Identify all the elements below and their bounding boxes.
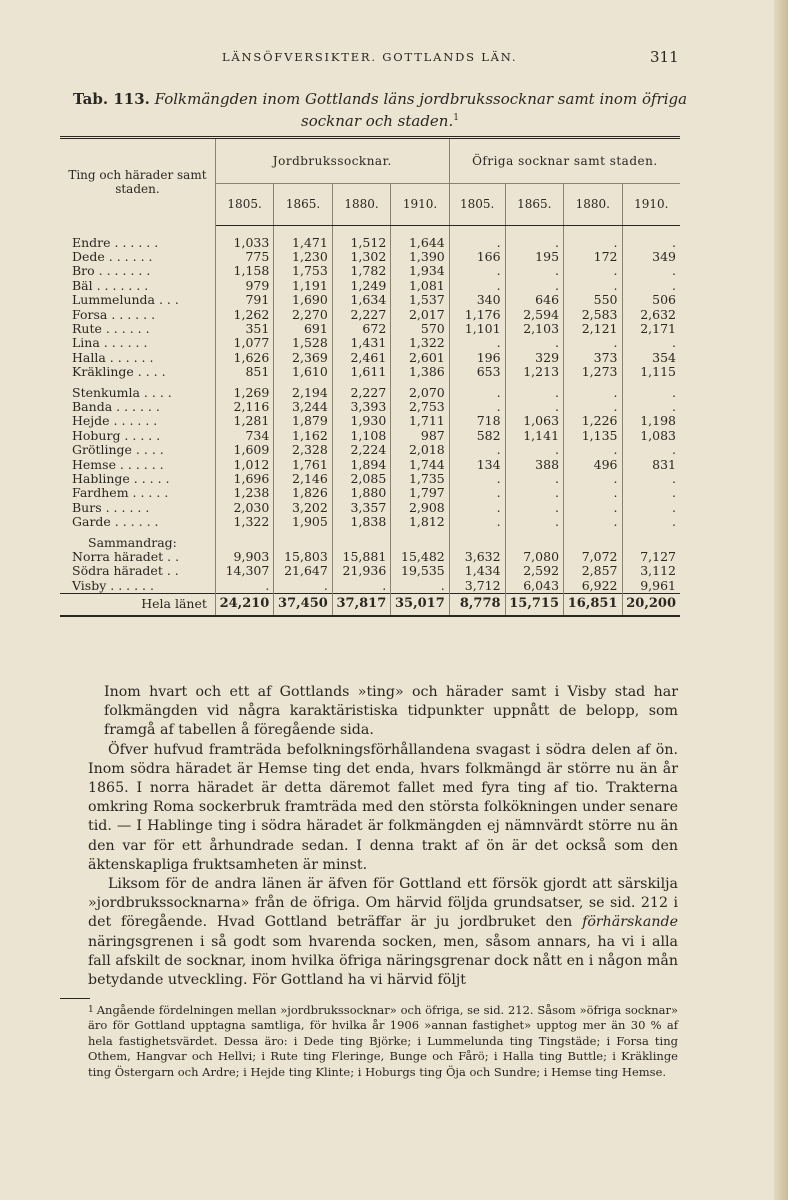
table-cell: 2,017	[391, 308, 449, 322]
summary-heading-row	[60, 536, 680, 550]
table-cell: 134	[449, 458, 505, 472]
table-cell: 2,461	[332, 351, 390, 365]
body-text-span: näringsgrenen i så godt som hvarenda socken, men, såsom annars, ha vi i alla fall afskilt de socknar, inom hvilka öfriga näringsgrenar dock nått en i någon mån betydande utveckling. För Gottland ha vi härvid följt	[88, 933, 678, 989]
table-cell: .	[672, 277, 676, 293]
table-row	[60, 429, 680, 443]
population-table	[60, 136, 680, 617]
table-cell: 831	[652, 456, 676, 472]
table-row	[60, 386, 680, 400]
table-cell: .	[564, 515, 622, 529]
table-cell: 2,270	[274, 308, 332, 322]
table-cell: .	[564, 264, 622, 278]
table-cell: .	[505, 264, 563, 278]
table-cell: .	[672, 471, 676, 486]
table-cell: 1,930	[332, 414, 390, 428]
table-cell: 1,838	[332, 515, 390, 529]
table-cell: 14,307	[215, 564, 273, 578]
empty-cell	[564, 536, 622, 550]
table-cell: 1,696	[215, 472, 273, 486]
table-cell: .	[449, 472, 505, 486]
summary-row	[60, 579, 680, 594]
table-cell: .	[505, 515, 563, 529]
table-cell: .	[505, 486, 563, 500]
table-cell: 1,273	[564, 365, 622, 379]
table-cell: .	[449, 501, 505, 515]
table-caption: Folkmängden inom Gottlands läns jordbrukssocknar samt inom öfriga socknar och staden.	[154, 90, 688, 130]
table-cell: 1,322	[391, 336, 449, 350]
table-cell: 354	[652, 349, 676, 365]
table-cell: 1,390	[391, 250, 449, 264]
table-cell: 1,644	[391, 236, 449, 250]
table-cell: 2,070	[391, 386, 449, 400]
table-cell: 1,711	[391, 414, 449, 428]
row-label: Fardhem . . . . .	[60, 486, 215, 500]
table-cell: .	[564, 486, 622, 500]
table-cell: 2,369	[274, 351, 332, 365]
row-label: Bäl . . . . . . .	[60, 279, 215, 293]
table-cell: 172	[564, 250, 622, 264]
table-cell: 1,894	[332, 458, 390, 472]
table-cell: 1,322	[215, 515, 273, 529]
table-cell: .	[505, 279, 563, 293]
total-cell: 24,210	[215, 594, 273, 616]
table-cell: 1,162	[274, 429, 332, 443]
table-cell: 1,115	[640, 364, 676, 380]
table-cell: .	[564, 400, 622, 414]
table-row	[60, 279, 680, 293]
table-cell: 1,797	[391, 486, 449, 500]
total-cell: 16,851	[564, 594, 622, 616]
table-cell: .	[672, 384, 676, 400]
table-cell: .	[564, 336, 622, 350]
row-label: Bro . . . . . . .	[60, 264, 215, 278]
table-cell: 1,262	[215, 308, 273, 322]
row-header: Ting och härader samt staden.	[60, 138, 215, 226]
table-cell: 2,194	[274, 386, 332, 400]
table-cell: 2,583	[564, 308, 622, 322]
running-head	[0, 50, 788, 70]
footnote	[88, 1003, 678, 1080]
table-cell: .	[332, 579, 390, 594]
row-label: Lina . . . . . .	[60, 336, 215, 350]
table-cell: 851	[215, 365, 273, 379]
table-cell: 3,357	[332, 501, 390, 515]
table-cell: 1,826	[274, 486, 332, 500]
summary-row	[60, 550, 680, 564]
table-cell: 1,033	[215, 236, 273, 250]
table-row	[60, 400, 680, 414]
table-cell: .	[672, 442, 676, 458]
total-cell: 35,017	[391, 594, 449, 616]
table-cell: 15,803	[274, 550, 332, 564]
row-label: Grötlinge . . . .	[60, 443, 215, 457]
empty-cell	[391, 536, 449, 550]
table-cell: 506	[652, 292, 676, 308]
table-cell: .	[564, 386, 622, 400]
year-header: 1865.	[505, 184, 563, 225]
row-label: Visby . . . . . .	[60, 579, 215, 594]
table-cell: 1,537	[391, 293, 449, 307]
table-cell: 2,594	[505, 308, 563, 322]
table-cell: 570	[391, 322, 449, 336]
row-label: Hemse . . . . . .	[60, 458, 215, 472]
table-cell: 19,535	[391, 564, 449, 578]
empty-cell	[449, 536, 505, 550]
empty-cell	[622, 536, 680, 550]
table-cell: 1,528	[274, 336, 332, 350]
table-row	[60, 472, 680, 486]
table-cell: 9,903	[215, 550, 273, 564]
table-cell: .	[672, 485, 676, 501]
table-cell: .	[449, 486, 505, 500]
table-cell: .	[672, 234, 676, 250]
table-cell: 2,592	[505, 564, 563, 578]
table-cell: 1,302	[332, 250, 390, 264]
table-cell: .	[672, 398, 676, 414]
body-text	[88, 683, 678, 990]
table-cell: 2,227	[332, 386, 390, 400]
table-cell: 6,043	[505, 579, 563, 594]
table-cell: .	[449, 336, 505, 350]
table-cell: 21,936	[332, 564, 390, 578]
table-cell: 791	[215, 293, 273, 307]
table-cell: 1,198	[640, 413, 676, 429]
table-cell: 1,782	[332, 264, 390, 278]
table-cell: 2,103	[505, 322, 563, 336]
table-cell: 15,881	[332, 550, 390, 564]
table-cell: 7,080	[505, 550, 563, 564]
body-paragraph: Inom hvart och ett af Gottlands »ting» och härader samt i Visby stad har folkmängden vid några karaktäristiska tidpunkter uppnått de belopp, som framgå af tabellen å föregående sida.	[104, 684, 678, 739]
table-cell: 1,611	[332, 365, 390, 379]
body-text-span: Liksom för de andra länen är äfven för Gottland ett försök gjordt att särskilja »jordbrukssocknarna» från de öfriga. Om härvid följda grundsatser, se sid. 212 i det föregående. Hvad Gottland beträffar är ju jordbruket den	[88, 876, 678, 931]
table-cell: .	[564, 501, 622, 515]
year-header: 1805.	[449, 184, 505, 225]
table-cell: .	[672, 335, 676, 351]
table-cell: 1,269	[215, 386, 273, 400]
table-cell: 1,434	[449, 564, 505, 578]
table-cell: 9,961	[640, 577, 676, 593]
group-header-ofriga: Öfriga socknar samt staden.	[449, 138, 680, 184]
table-cell: 1,249	[332, 279, 390, 293]
table-cell: 1,880	[332, 486, 390, 500]
year-header: 1880.	[564, 184, 622, 225]
table-cell: 2,030	[215, 501, 273, 515]
table-cell: 195	[505, 250, 563, 264]
table-cell: .	[391, 579, 449, 594]
row-label: Hablinge . . . . .	[60, 472, 215, 486]
table-cell: 1,512	[332, 236, 390, 250]
table-cell: .	[449, 236, 505, 250]
table-cell: 7,072	[564, 550, 622, 564]
table-row	[60, 308, 680, 322]
table-cell: 6,922	[564, 579, 622, 594]
table-cell: .	[449, 400, 505, 414]
table-cell: 1,176	[449, 308, 505, 322]
table-cell: 496	[564, 458, 622, 472]
table-cell: .	[672, 263, 676, 279]
page-edge	[774, 0, 788, 1200]
year-header: 1805.	[215, 184, 273, 225]
row-label: Lummelunda . . .	[60, 293, 215, 307]
table-cell: 987	[391, 429, 449, 443]
table-cell: 2,601	[391, 351, 449, 365]
table-cell: 1,609	[215, 443, 273, 457]
table-cell: 340	[449, 293, 505, 307]
row-label: Halla . . . . . .	[60, 351, 215, 365]
total-cell: 37,450	[274, 594, 332, 616]
table-row	[60, 322, 680, 336]
table-cell: 196	[449, 351, 505, 365]
table-cell: 1,934	[391, 264, 449, 278]
row-label: Dede . . . . . .	[60, 250, 215, 264]
table-cell: 349	[652, 248, 676, 264]
table-row	[60, 250, 680, 264]
table-cell: .	[505, 400, 563, 414]
row-label: Burs . . . . . .	[60, 501, 215, 515]
table-cell: 1,735	[391, 472, 449, 486]
spacer-cell	[215, 225, 273, 236]
table-cell: 2,116	[215, 400, 273, 414]
row-label: Hoburg . . . . .	[60, 429, 215, 443]
table-cell: 1,634	[332, 293, 390, 307]
year-header: 1865.	[274, 184, 332, 225]
table-cell: 1,431	[332, 336, 390, 350]
table-cell: 1,226	[564, 414, 622, 428]
table-cell: .	[564, 279, 622, 293]
empty-cell	[332, 536, 390, 550]
table-cell: .	[505, 472, 563, 486]
table-cell: 1,610	[274, 365, 332, 379]
table-cell: 582	[449, 429, 505, 443]
table-cell: 979	[215, 279, 273, 293]
table-cell: .	[505, 336, 563, 350]
table-cell: 2,227	[332, 308, 390, 322]
table-cell: 2,121	[564, 322, 622, 336]
table-row	[60, 458, 680, 472]
table-cell: 1,905	[274, 515, 332, 529]
table-cell: 1,213	[505, 365, 563, 379]
table-label: Tab. 113.	[72, 90, 150, 108]
row-label: Forsa . . . . . .	[60, 308, 215, 322]
running-head-title: LÄNSÖFVERSIKTER. GOTTLANDS LÄN.	[222, 50, 518, 64]
table-row	[60, 501, 680, 515]
table-row	[60, 443, 680, 457]
table-row	[60, 486, 680, 500]
table-cell: 2,085	[332, 472, 390, 486]
table-cell: .	[564, 443, 622, 457]
table-cell: 21,647	[274, 564, 332, 578]
table-cell: 734	[215, 429, 273, 443]
table-cell: 1,386	[391, 365, 449, 379]
table-cell: 2,632	[640, 306, 676, 322]
table-row	[60, 293, 680, 307]
table-cell: .	[449, 443, 505, 457]
table-cell: 2,753	[391, 400, 449, 414]
table-cell: .	[505, 236, 563, 250]
row-label: Endre . . . . . .	[60, 236, 215, 250]
table-cell: 691	[274, 322, 332, 336]
table-cell: 3,202	[274, 501, 332, 515]
table-cell: 1,230	[274, 250, 332, 264]
total-cell: 20,200	[622, 594, 680, 616]
table-cell: 15,482	[391, 550, 449, 564]
table-cell: .	[505, 443, 563, 457]
empty-cell	[274, 536, 332, 550]
table-cell: 1,158	[215, 264, 273, 278]
summary-row	[60, 564, 680, 578]
summary-heading: Sammandrag:	[60, 536, 215, 550]
table-cell: 1,081	[391, 279, 449, 293]
table-cell: 1,238	[215, 486, 273, 500]
table-cell: .	[505, 501, 563, 515]
spacer-cell	[449, 225, 505, 236]
table-cell: 1,812	[391, 515, 449, 529]
total-row	[60, 594, 680, 616]
table-cell: 1,690	[274, 293, 332, 307]
table-cell: 1,083	[640, 427, 676, 443]
table-cell: 550	[564, 293, 622, 307]
footnote-text: Angående fördelningen mellan »jordbrukssocknar» och öfriga, se sid. 212. Såsom »öfriga socknar» äro för Gottland upptagna samtliga, för hvilka år 1906 »annan fastighet» upptog mer än 30 % af hela fastighetsvärdet. Dessa äro: i Dede ting Björke; i Lummelunda ting Tingstäde; i Forsa ting Othem, Hangvar och Hellvi; i Rute ting Fleringe, Bunge och Fårö; i Halla ting Buttle; i Kräklinge ting Östergarn och Ardre; i Hejde ting Klinte; i Hoburgs ting Öja och Sundre; i Hemse ting Hemse.	[88, 1003, 678, 1079]
row-label: Södra häradet . .	[60, 564, 215, 578]
row-label: Hejde . . . . . .	[60, 414, 215, 428]
row-label: Garde . . . . . .	[60, 515, 215, 529]
spacer-cell	[332, 225, 390, 236]
table-cell: 1,141	[505, 429, 563, 443]
table-row	[60, 236, 680, 250]
spacer-cell	[274, 225, 332, 236]
table-row	[60, 365, 680, 379]
group-header-jordbruk: Jordbrukssocknar.	[215, 138, 449, 184]
year-header: 1910.	[391, 184, 449, 225]
table-cell: .	[564, 472, 622, 486]
footnote-rule	[60, 998, 90, 999]
table-cell: 329	[505, 351, 563, 365]
row-label: Banda . . . . . .	[60, 400, 215, 414]
table-cell: 1,191	[274, 279, 332, 293]
table-cell: 1,626	[215, 351, 273, 365]
table-cell: 373	[564, 351, 622, 365]
table-cell: 1,012	[215, 458, 273, 472]
spacer-cell	[60, 225, 215, 236]
table-cell: 3,112	[640, 563, 676, 579]
empty-cell	[505, 536, 563, 550]
table-row	[60, 351, 680, 365]
spacer-cell	[505, 225, 563, 236]
table-cell: 1,108	[332, 429, 390, 443]
table-cell: 1,879	[274, 414, 332, 428]
table-cell: 351	[215, 322, 273, 336]
footnote-mark: 1	[88, 1005, 94, 1015]
emphasis: förhärskande	[582, 914, 678, 931]
row-label: Stenkumla . . . .	[60, 386, 215, 400]
table-cell: .	[449, 386, 505, 400]
table-cell: 1,135	[564, 429, 622, 443]
table-cell: 3,632	[449, 550, 505, 564]
row-label: Kräklinge . . . .	[60, 365, 215, 379]
year-header: 1910.	[622, 184, 680, 225]
table-footnote-mark: 1	[453, 113, 459, 123]
table-cell: .	[449, 264, 505, 278]
total-cell: 37,817	[332, 594, 390, 616]
table-cell: 2,171	[640, 320, 676, 336]
row-label: Rute . . . . . .	[60, 322, 215, 336]
spacer-cell	[391, 225, 449, 236]
table-cell: .	[672, 514, 676, 530]
body-paragraph: Öfver hufvud framträda befolkningsförhållandena svagast i södra delen af ön. Inom södra häradet är Hemse ting det enda, hvars folkmängd är större nu än år 1865. I norra häradet är detta däremot fallet med fyra ting af tio. Trakterna omkring Roma sockerbruk framträda med den största folkökningen under senare tid. — I Hablinge ting i södra häradet är folkmängden ej nämnvärdt större nu än den var för ett århundrade sedan. I denna trakt af ön är det också som den äktenskapliga fruktsamheten är minst.	[88, 741, 678, 873]
table-cell: .	[215, 579, 273, 594]
table-cell: 2,857	[564, 564, 622, 578]
table-cell: 2,224	[332, 443, 390, 457]
table-cell: .	[564, 236, 622, 250]
year-header: 1880.	[332, 184, 390, 225]
table-cell: 775	[215, 250, 273, 264]
row-label: Norra häradet . .	[60, 550, 215, 564]
total-cell: 15,715	[505, 594, 563, 616]
table-cell: .	[449, 515, 505, 529]
table-cell: 718	[449, 414, 505, 428]
table-row	[60, 336, 680, 350]
table-cell: 7,127	[640, 549, 676, 565]
table-cell: 1,077	[215, 336, 273, 350]
table-cell: .	[274, 579, 332, 594]
empty-cell	[215, 536, 273, 550]
total-label: Hela länet	[60, 594, 215, 616]
spacer-cell	[622, 225, 680, 236]
table-cell: 1,471	[274, 236, 332, 250]
table-row	[60, 264, 680, 278]
table-cell: 1,761	[274, 458, 332, 472]
table-cell: 1,744	[391, 458, 449, 472]
table-cell: 388	[505, 458, 563, 472]
table-title	[60, 90, 700, 131]
page-number: 311	[650, 48, 679, 66]
table-cell: 3,712	[449, 579, 505, 594]
table-cell: 1,101	[449, 322, 505, 336]
table-row	[60, 515, 680, 529]
table-cell: 1,753	[274, 264, 332, 278]
table-cell: 646	[505, 293, 563, 307]
table-cell: .	[449, 279, 505, 293]
table-cell: 2,146	[274, 472, 332, 486]
table-cell: .	[505, 386, 563, 400]
table-cell: 3,393	[332, 400, 390, 414]
table-cell: 2,328	[274, 443, 332, 457]
table-cell: 2,908	[391, 501, 449, 515]
table-cell: 672	[332, 322, 390, 336]
table-spacer	[60, 225, 680, 236]
table-cell: 166	[449, 250, 505, 264]
table-cell: 1,281	[215, 414, 273, 428]
body-paragraph	[88, 875, 678, 990]
table-row	[60, 414, 680, 428]
table-cell: 3,244	[274, 400, 332, 414]
table-cell: .	[672, 499, 676, 515]
table-cell: 653	[449, 365, 505, 379]
total-cell: 8,778	[449, 594, 505, 616]
table-cell: 1,063	[505, 414, 563, 428]
table-body	[60, 225, 680, 616]
table-cell: 2,018	[391, 443, 449, 457]
spacer-cell	[564, 225, 622, 236]
table-group-header	[60, 138, 680, 184]
